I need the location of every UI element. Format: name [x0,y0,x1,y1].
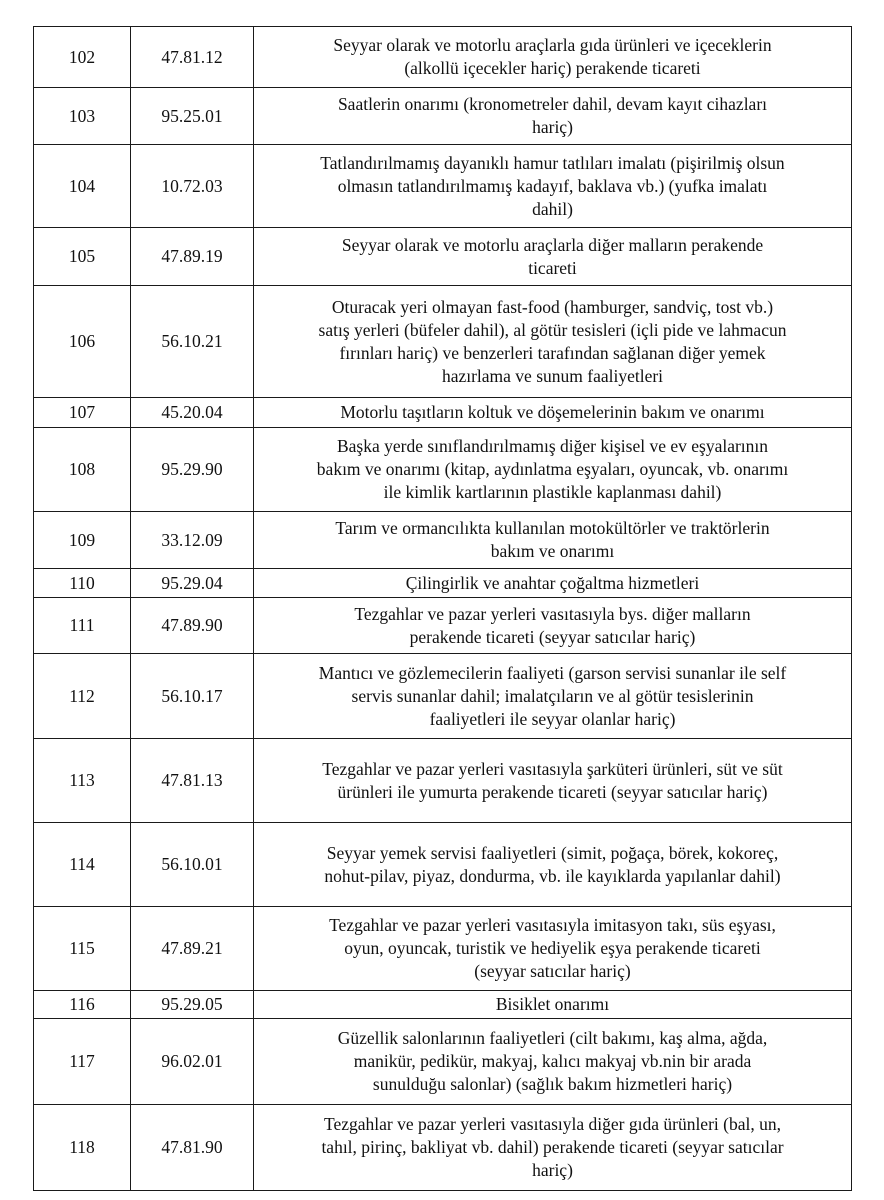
description-line: ile kimlik kartlarının plastikle kaplanması dahil) [383,482,722,502]
description-line: Tezgahlar ve pazar yerleri vasıtasıyla diğer gıda ürünleri (bal, un, [324,1114,781,1134]
description-line: sunulduğu salonlar) (sağlık bakım hizmetleri hariç) [372,1074,733,1094]
description-line: olmasın tatlandırılmamış kadayıf, baklava vb.) (yufka imalatı [337,175,768,196]
table-body [34,27,852,1191]
activity-description [254,739,852,823]
table-row [34,228,852,286]
table-row [34,1105,852,1191]
description-line: Seyyar olarak ve motorlu araçlarla diğer malların perakende [341,234,764,255]
description-line: ticareti [528,257,577,278]
activity-description [254,823,852,907]
activity-description [254,286,852,398]
table-row [34,286,852,398]
activity-code: 95.29.05 [131,991,254,1019]
activity-description [254,654,852,739]
row-number: 103 [34,88,131,145]
description-line: Seyyar yemek servisi faaliyetleri (simit, poğaça, börek, kokoreç, [326,842,779,863]
table-row [34,654,852,739]
description-line: Başka yerde sınıflandırılmamış diğer kişisel ve ev eşyalarının [336,436,769,456]
row-number: 107 [34,398,131,428]
activity-description [254,569,852,598]
activity-description [254,907,852,991]
row-number: 104 [34,145,131,228]
description-line: Oturacak yeri olmayan fast-food (hamburger, sandviç, tost vb.) [331,296,774,317]
row-number: 110 [34,569,131,598]
activity-code: 96.02.01 [131,1019,254,1105]
description-line: satış yerleri (büfeler dahil), al götür tesisleri (içli pide ve lahmacun [318,319,787,340]
table-row [34,569,852,598]
description-line: hariç) [532,1160,573,1180]
description-line: (seyyar satıcılar hariç) [474,961,631,981]
table-row [34,1019,852,1105]
activity-description [254,398,852,428]
description-line: Motorlu taşıtların koltuk ve döşemelerinin bakım ve onarımı [340,402,765,422]
row-number: 118 [34,1105,131,1191]
description-line: bakım ve onarımı (kitap, aydınlatma eşyaları, oyuncak, vb. onarımı [316,459,789,479]
row-number: 113 [34,739,131,823]
description-line: Tezgahlar ve pazar yerleri vasıtasıyla şarküteri ürünleri, süt ve süt [322,758,783,779]
row-number: 102 [34,27,131,88]
description-line: Tatlandırılmamış dayanıklı hamur tatlıları imalatı (pişirilmiş olsun [320,152,785,173]
description-line: Çilingirlik ve anahtar çoğaltma hizmetleri [405,572,700,593]
activity-description [254,228,852,286]
activity-code: 56.10.21 [131,286,254,398]
description-line: hazırlama ve sunum faaliyetleri [441,365,664,386]
table-row [34,823,852,907]
table-row [34,598,852,654]
row-number: 112 [34,654,131,739]
description-line: nohut-pilav, piyaz, dondurma, vb. ile kayıklarda yapılanlar dahil) [324,865,781,886]
description-line: Bisiklet onarımı [495,994,610,1014]
row-number: 114 [34,823,131,907]
activity-description [254,88,852,145]
description-line: (alkollü içecekler hariç) perakende ticareti [404,58,701,78]
activity-code: 95.29.90 [131,428,254,512]
table-row [34,739,852,823]
row-number: 105 [34,228,131,286]
table-row [34,991,852,1019]
activity-code: 95.25.01 [131,88,254,145]
activity-description [254,1105,852,1191]
description-line: Seyyar olarak ve motorlu araçlarla gıda ürünleri ve içeceklerin [333,35,772,55]
activity-code: 45.20.04 [131,398,254,428]
description-line: hariç) [532,117,573,137]
table-row [34,145,852,228]
table-row [34,907,852,991]
activity-description [254,598,852,654]
description-line: Saatlerin onarımı (kronometreler dahil, devam kayıt cihazları [337,94,768,114]
description-line: Tezgahlar ve pazar yerleri vasıtasıyla bys. diğer malların [354,603,751,624]
description-line: oyun, oyuncak, turistik ve hediyelik eşya perakende ticareti [344,938,761,958]
table-row [34,88,852,145]
description-line: fırınları hariç) ve benzerleri tarafından sağlanan diğer yemek [339,342,766,363]
description-line: ürünleri ile yumurta perakende ticareti (seyyar satıcılar hariç) [337,781,768,802]
activity-code: 47.81.90 [131,1105,254,1191]
description-line: manikür, pedikür, makyaj, kalıcı makyaj vb.nin bir arada [353,1051,752,1071]
row-number: 116 [34,991,131,1019]
description-line: faaliyetleri ile seyyar olanlar hariç) [429,708,676,729]
table-row [34,512,852,569]
description-line: bakım ve onarımı [490,541,615,561]
description-line: servis sunanlar dahil; imalatçıların ve al götür tesislerinin [351,685,754,706]
activity-description [254,1019,852,1105]
activity-code: 47.81.13 [131,739,254,823]
activity-description [254,27,852,88]
description-line: Tezgahlar ve pazar yerleri vasıtasıyla imitasyon takı, süs eşyası, [329,915,776,935]
row-number: 108 [34,428,131,512]
description-line: Mantıcı ve gözlemecilerin faaliyeti (garson servisi sunanlar ile self [318,662,787,683]
description-line: Tarım ve ormancılıkta kullanılan motokültörler ve traktörlerin [335,518,770,538]
description-line: Güzellik salonlarının faaliyetleri (cilt bakımı, kaş alma, ağda, [337,1028,768,1048]
row-number: 109 [34,512,131,569]
row-number: 111 [34,598,131,654]
table-row [34,398,852,428]
row-number: 115 [34,907,131,991]
description-line: tahıl, pirinç, bakliyat vb. dahil) perakende ticareti (seyyar satıcılar [321,1137,784,1157]
activity-code: 47.89.21 [131,907,254,991]
activity-code: 10.72.03 [131,145,254,228]
activity-code: 33.12.09 [131,512,254,569]
table-row [34,27,852,88]
activity-code: 47.89.90 [131,598,254,654]
description-line: perakende ticareti (seyyar satıcılar hariç) [409,626,696,647]
activity-code: 56.10.01 [131,823,254,907]
activity-code: 47.81.12 [131,27,254,88]
activity-code: 47.89.19 [131,228,254,286]
activity-description [254,512,852,569]
activity-description [254,428,852,512]
activity-code-table [33,26,852,1191]
table-row [34,428,852,512]
activity-code: 95.29.04 [131,569,254,598]
activity-code: 56.10.17 [131,654,254,739]
activity-description [254,145,852,228]
row-number: 106 [34,286,131,398]
description-line: dahil) [532,198,573,219]
row-number: 117 [34,1019,131,1105]
activity-description [254,991,852,1019]
